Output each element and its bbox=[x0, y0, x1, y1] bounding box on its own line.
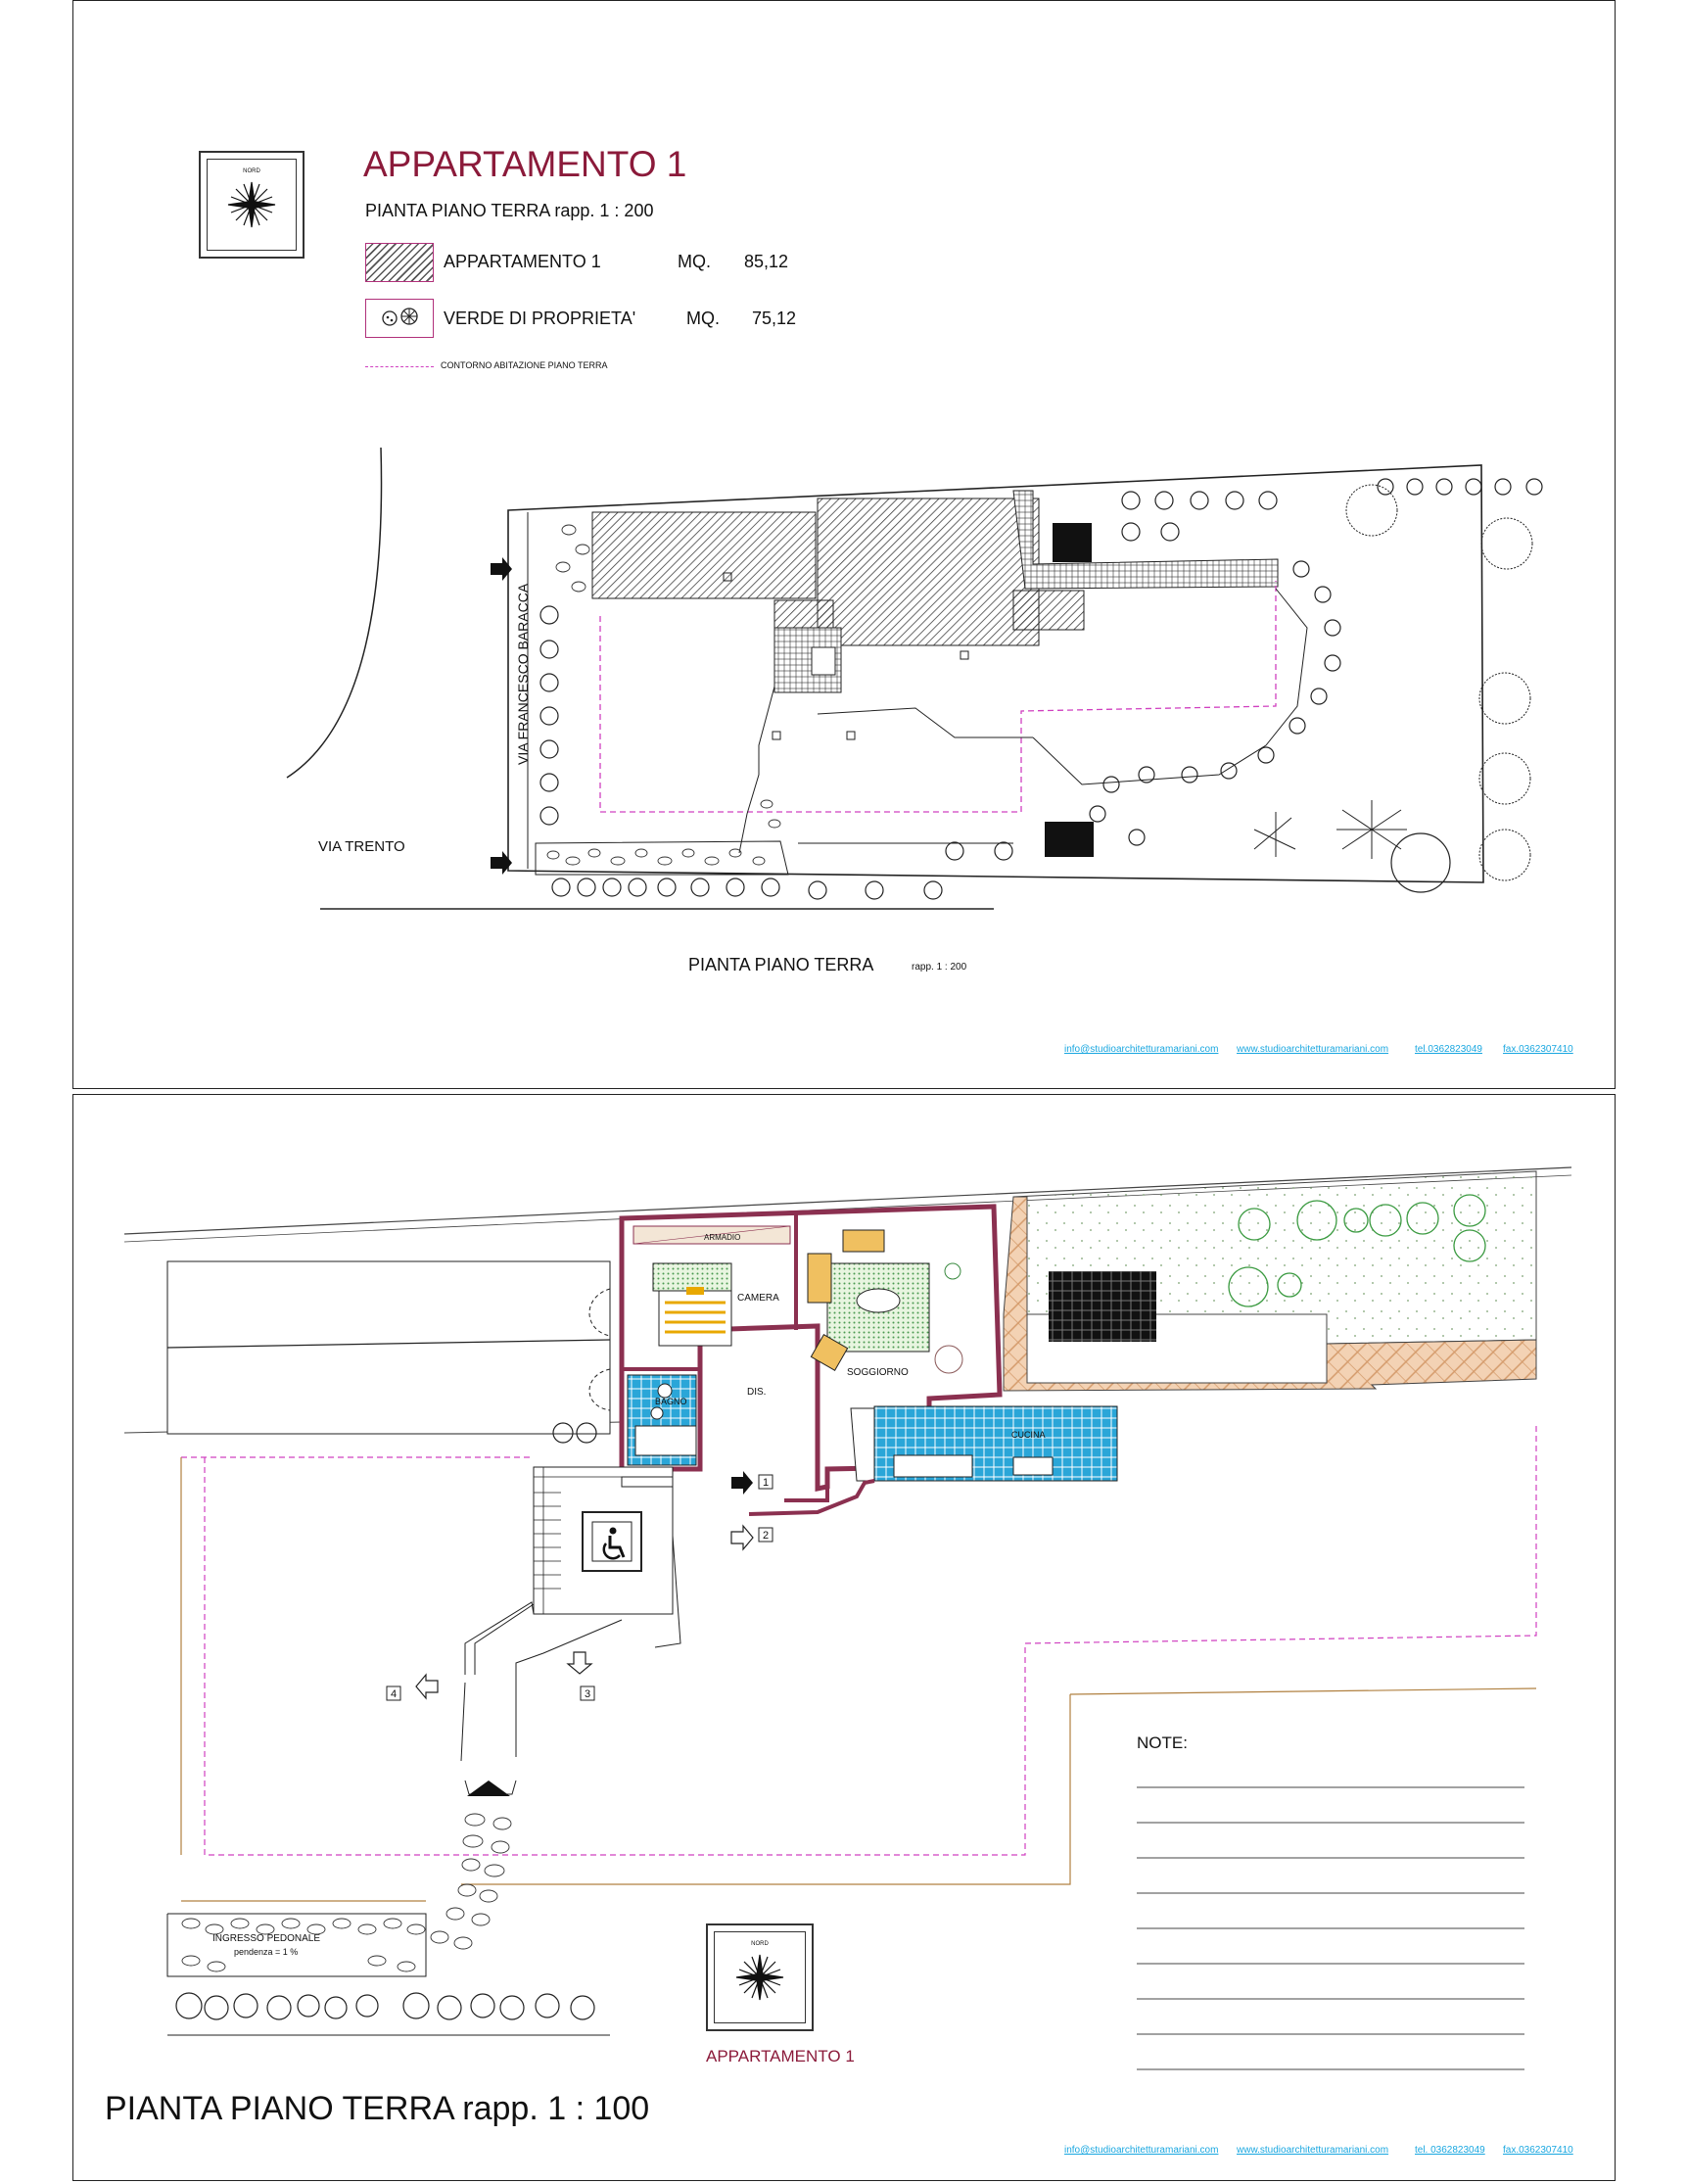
legend-green-value: 75,12 bbox=[752, 309, 797, 328]
marker-2: 2 bbox=[762, 1530, 770, 1542]
room-label-cucina: CUCINA bbox=[1011, 1430, 1046, 1440]
marker-3: 3 bbox=[584, 1688, 591, 1700]
north-compass-2 bbox=[706, 1923, 814, 2031]
site-plan-1-200 bbox=[73, 1, 1615, 1088]
main-caption: PIANTA PIANO TERRA rapp. 1 : 100 bbox=[105, 2090, 650, 2127]
footer-tel-2: tel. 0362823049 bbox=[1415, 2145, 1485, 2156]
sheet-2 bbox=[72, 1094, 1616, 2181]
footer-email-link-2[interactable]: info@studioarchitetturamariani.com bbox=[1064, 2145, 1219, 2156]
street-label-baracca: VIA FRANCESCO BARACCA bbox=[515, 583, 531, 765]
floor-plan-drawing bbox=[73, 1095, 1615, 2180]
footer-tel: tel.0362823049 bbox=[1415, 1044, 1482, 1055]
street-label-trento: VIA TRENTO bbox=[318, 838, 405, 855]
legend-green-label: VERDE DI PROPRIETA' bbox=[444, 309, 636, 328]
sheet-1 bbox=[72, 0, 1616, 1089]
sheet-title: APPARTAMENTO 1 bbox=[363, 144, 687, 184]
legend-outline-label: CONTORNO ABITAZIONE PIANO TERRA bbox=[441, 360, 608, 370]
legend-apartment-unit: MQ. bbox=[678, 252, 711, 271]
footer-email-link[interactable]: info@studioarchitetturamariani.com bbox=[1064, 1044, 1219, 1055]
marker-4: 4 bbox=[390, 1688, 398, 1700]
room-label-dis: DIS. bbox=[747, 1387, 767, 1398]
notes-label: NOTE: bbox=[1137, 1733, 1188, 1752]
footer-web-link-2[interactable]: www.studioarchitetturamariani.com bbox=[1237, 2145, 1389, 2156]
compass-north-label: NORD bbox=[751, 1941, 769, 1947]
compass-rose-icon bbox=[708, 1925, 812, 2029]
footer-web-link[interactable]: www.studioarchitetturamariani.com bbox=[1237, 1044, 1389, 1055]
ingresso-label: INGRESSO PEDONALE bbox=[212, 1933, 321, 1944]
plan-caption: PIANTA PIANO TERRA bbox=[688, 955, 874, 974]
legend-green-unit: MQ. bbox=[686, 309, 720, 328]
ingresso-slope: pendenza = 1 % bbox=[234, 1947, 299, 1957]
room-label-soggiorno: SOGGIORNO bbox=[847, 1367, 909, 1378]
footer-fax: fax.0362307410 bbox=[1503, 1044, 1573, 1055]
sheet-subtitle: PIANTA PIANO TERRA rapp. 1 : 200 bbox=[365, 201, 654, 220]
legend-apartment-label: APPARTAMENTO 1 bbox=[444, 252, 601, 271]
room-label-wardrobe: ARMADIO bbox=[704, 1233, 741, 1242]
floor-plan-1-100 bbox=[73, 1095, 1615, 2180]
apartment-label: APPARTAMENTO 1 bbox=[706, 2047, 855, 2065]
marker-1: 1 bbox=[762, 1477, 770, 1489]
compass-north-label: NORD bbox=[243, 168, 260, 174]
footer-fax-2: fax.0362307410 bbox=[1503, 2145, 1573, 2156]
legend-apartment-value: 85,12 bbox=[744, 252, 789, 271]
room-label-camera: CAMERA bbox=[737, 1293, 779, 1304]
room-label-bagno: BAGNO bbox=[655, 1397, 687, 1406]
plan-scale: rapp. 1 : 200 bbox=[912, 962, 967, 973]
site-plan-drawing bbox=[73, 1, 1615, 1088]
